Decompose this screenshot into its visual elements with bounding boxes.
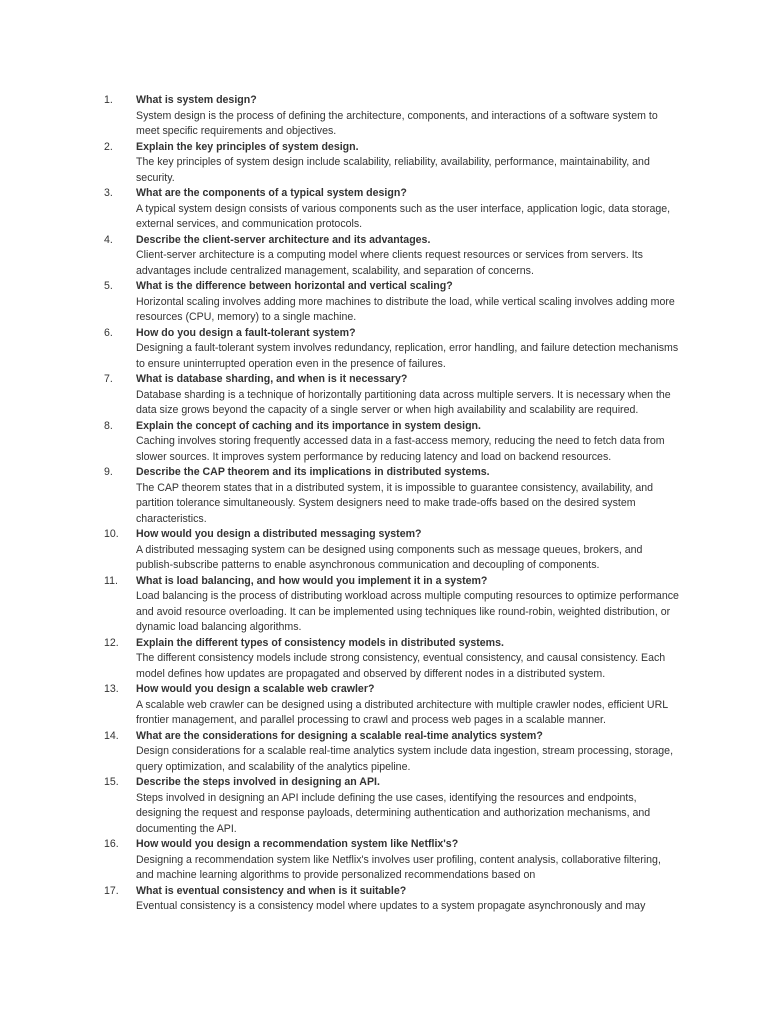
item-number: 1. — [104, 94, 113, 106]
list-item — [104, 186, 680, 233]
item-number: 15. — [104, 776, 119, 788]
item-body — [136, 419, 680, 466]
item-body — [136, 574, 680, 636]
list-item — [104, 419, 680, 466]
question-text: What is database sharding, and when is it necessary? — [136, 373, 408, 385]
item-body — [136, 279, 680, 326]
list-item — [104, 527, 680, 574]
item-body — [136, 372, 680, 419]
item-number: 12. — [104, 636, 119, 649]
item-number: 3. — [104, 187, 113, 199]
list-item — [104, 884, 680, 915]
list-item — [104, 279, 680, 326]
list-item — [104, 465, 680, 527]
list-item — [104, 837, 680, 884]
item-number: 7. — [104, 373, 113, 385]
item-number: 14. — [104, 729, 119, 742]
item-body — [136, 837, 680, 884]
item-number: 17. — [104, 884, 119, 897]
item-body — [136, 682, 680, 729]
list-item — [104, 729, 680, 776]
question-text: What are the considerations for designing a scalable real-time analytics system? — [136, 729, 543, 742]
question-text: Describe the CAP theorem and its implications in distributed systems. — [136, 466, 490, 478]
qa-list — [104, 93, 680, 915]
answer-text: Database sharding is a technique of horizontally partitioning data across multiple servers. It is necessary when the data size grows beyond the capacity of a single server or when high availability and scalability are required. — [136, 388, 671, 416]
answer-text: Horizontal scaling involves adding more machines to distribute the load, while vertical scaling involves adding more resources (CPU, memory) to a single machine. — [136, 295, 675, 323]
answer-text: Designing a fault-tolerant system involves redundancy, replication, error handling, and failure detection mechanisms to ensure uninterrupted operation even in the presence of failures. — [136, 342, 679, 370]
answer-text: Design considerations for a scalable real-time analytics system include data ingestion, stream processing, storage, query optimization, and scalability of the analytics pipeline. — [136, 745, 674, 773]
item-body — [136, 884, 680, 915]
item-number: 8. — [104, 419, 113, 432]
list-item — [104, 372, 680, 419]
answer-text: System design is the process of defining the architecture, components, and interactions of a software system to meet specific requirements and objectives. — [136, 109, 658, 137]
answer-text: Client-server architecture is a computing model where clients request resources or services from servers. Its advantages include centralized management, scalability, and separation of concerns. — [136, 249, 643, 277]
list-item — [104, 636, 680, 683]
answer-text: Caching involves storing frequently accessed data in a fast-access memory, reducing the need to fetch data from slower sources. It improves system performance by reducing latency and load on backend resources. — [136, 435, 665, 463]
item-body — [136, 93, 680, 140]
answer-text: The key principles of system design include scalability, reliability, availability, performance, maintainability, and security. — [136, 156, 650, 184]
list-item — [104, 93, 680, 140]
list-item — [104, 574, 680, 636]
item-number: 11. — [104, 574, 118, 587]
question-text: Describe the client-server architecture and its advantages. — [136, 233, 431, 246]
answer-text: A distributed messaging system can be designed using components such as message queues, brokers, and publish-subscribe patterns to enable asynchronous communication and decoupling of components. — [136, 543, 643, 571]
question-text: What is load balancing, and how would you implement it in a system? — [136, 574, 488, 587]
answer-text: Designing a recommendation system like Netflix's involves user profiling, content analysis, collaborative filtering, and machine learning algorithms to provide personalized recommendations based on — [136, 853, 661, 881]
item-number: 10. — [104, 528, 119, 540]
question-text: Explain the key principles of system design. — [136, 140, 359, 153]
question-text: How do you design a fault-tolerant system? — [136, 326, 356, 339]
question-text: What is eventual consistency and when is it suitable? — [136, 884, 407, 897]
question-text: How would you design a scalable web crawler? — [136, 683, 375, 695]
question-text: Describe the steps involved in designing an API. — [136, 776, 380, 788]
question-text: What is the difference between horizontal and vertical scaling? — [136, 280, 453, 292]
answer-text: The different consistency models include strong consistency, eventual consistency, and causal consistency. Each model defines how updates are propagated and observed by different nodes in a distributed system. — [136, 652, 666, 680]
list-item — [104, 682, 680, 729]
item-body — [136, 775, 680, 837]
answer-text: A scalable web crawler can be designed using a distributed architecture with multiple crawler nodes, efficient URL frontier management, and parallel processing to crawl and process web pages in a scalable manner. — [136, 698, 668, 726]
item-body — [136, 326, 680, 373]
question-text: Explain the different types of consistency models in distributed systems. — [136, 636, 504, 649]
list-item — [104, 326, 680, 373]
item-number: 6. — [104, 326, 113, 339]
list-item — [104, 775, 680, 837]
item-number: 9. — [104, 466, 113, 478]
answer-text: Load balancing is the process of distributing workload across multiple computing resources to optimize performance and avoid resource overloading. It can be implemented using techniques like round-robin, weighted distribution, or dynamic load balancing algorithms. — [136, 590, 679, 633]
answer-text: The CAP theorem states that in a distributed system, it is impossible to guarantee consistency, availability, and partition tolerance simultaneously. System designers need to make trade-offs based on the desired system characteristics. — [136, 481, 653, 525]
item-body — [136, 186, 680, 233]
item-body — [136, 636, 680, 683]
question-text: How would you design a recommendation system like Netflix's? — [136, 838, 459, 850]
item-body — [136, 465, 680, 527]
answer-text: Steps involved in designing an API include defining the use cases, identifying the resources and endpoints, designing the request and response payloads, determining authentication and authorization mechanisms, and documenting the API. — [136, 791, 651, 835]
question-text: How would you design a distributed messaging system? — [136, 528, 422, 540]
item-number: 16. — [104, 838, 119, 850]
answer-text: Eventual consistency is a consistency model where updates to a system propagate asynchronously and may — [136, 900, 646, 912]
item-body — [136, 233, 680, 280]
question-text: What are the components of a typical system design? — [136, 187, 407, 199]
item-body — [136, 527, 680, 574]
question-text: What is system design? — [136, 94, 257, 106]
item-number: 4. — [104, 233, 113, 246]
item-number: 5. — [104, 280, 113, 292]
item-number: 2. — [104, 140, 113, 153]
list-item — [104, 233, 680, 280]
answer-text: A typical system design consists of various components such as the user interface, application logic, data storage, external services, and communication protocols. — [136, 202, 671, 230]
item-number: 13. — [104, 683, 119, 695]
list-item — [104, 140, 680, 187]
item-body — [136, 729, 680, 776]
item-body — [136, 140, 680, 187]
question-text: Explain the concept of caching and its importance in system design. — [136, 419, 481, 432]
